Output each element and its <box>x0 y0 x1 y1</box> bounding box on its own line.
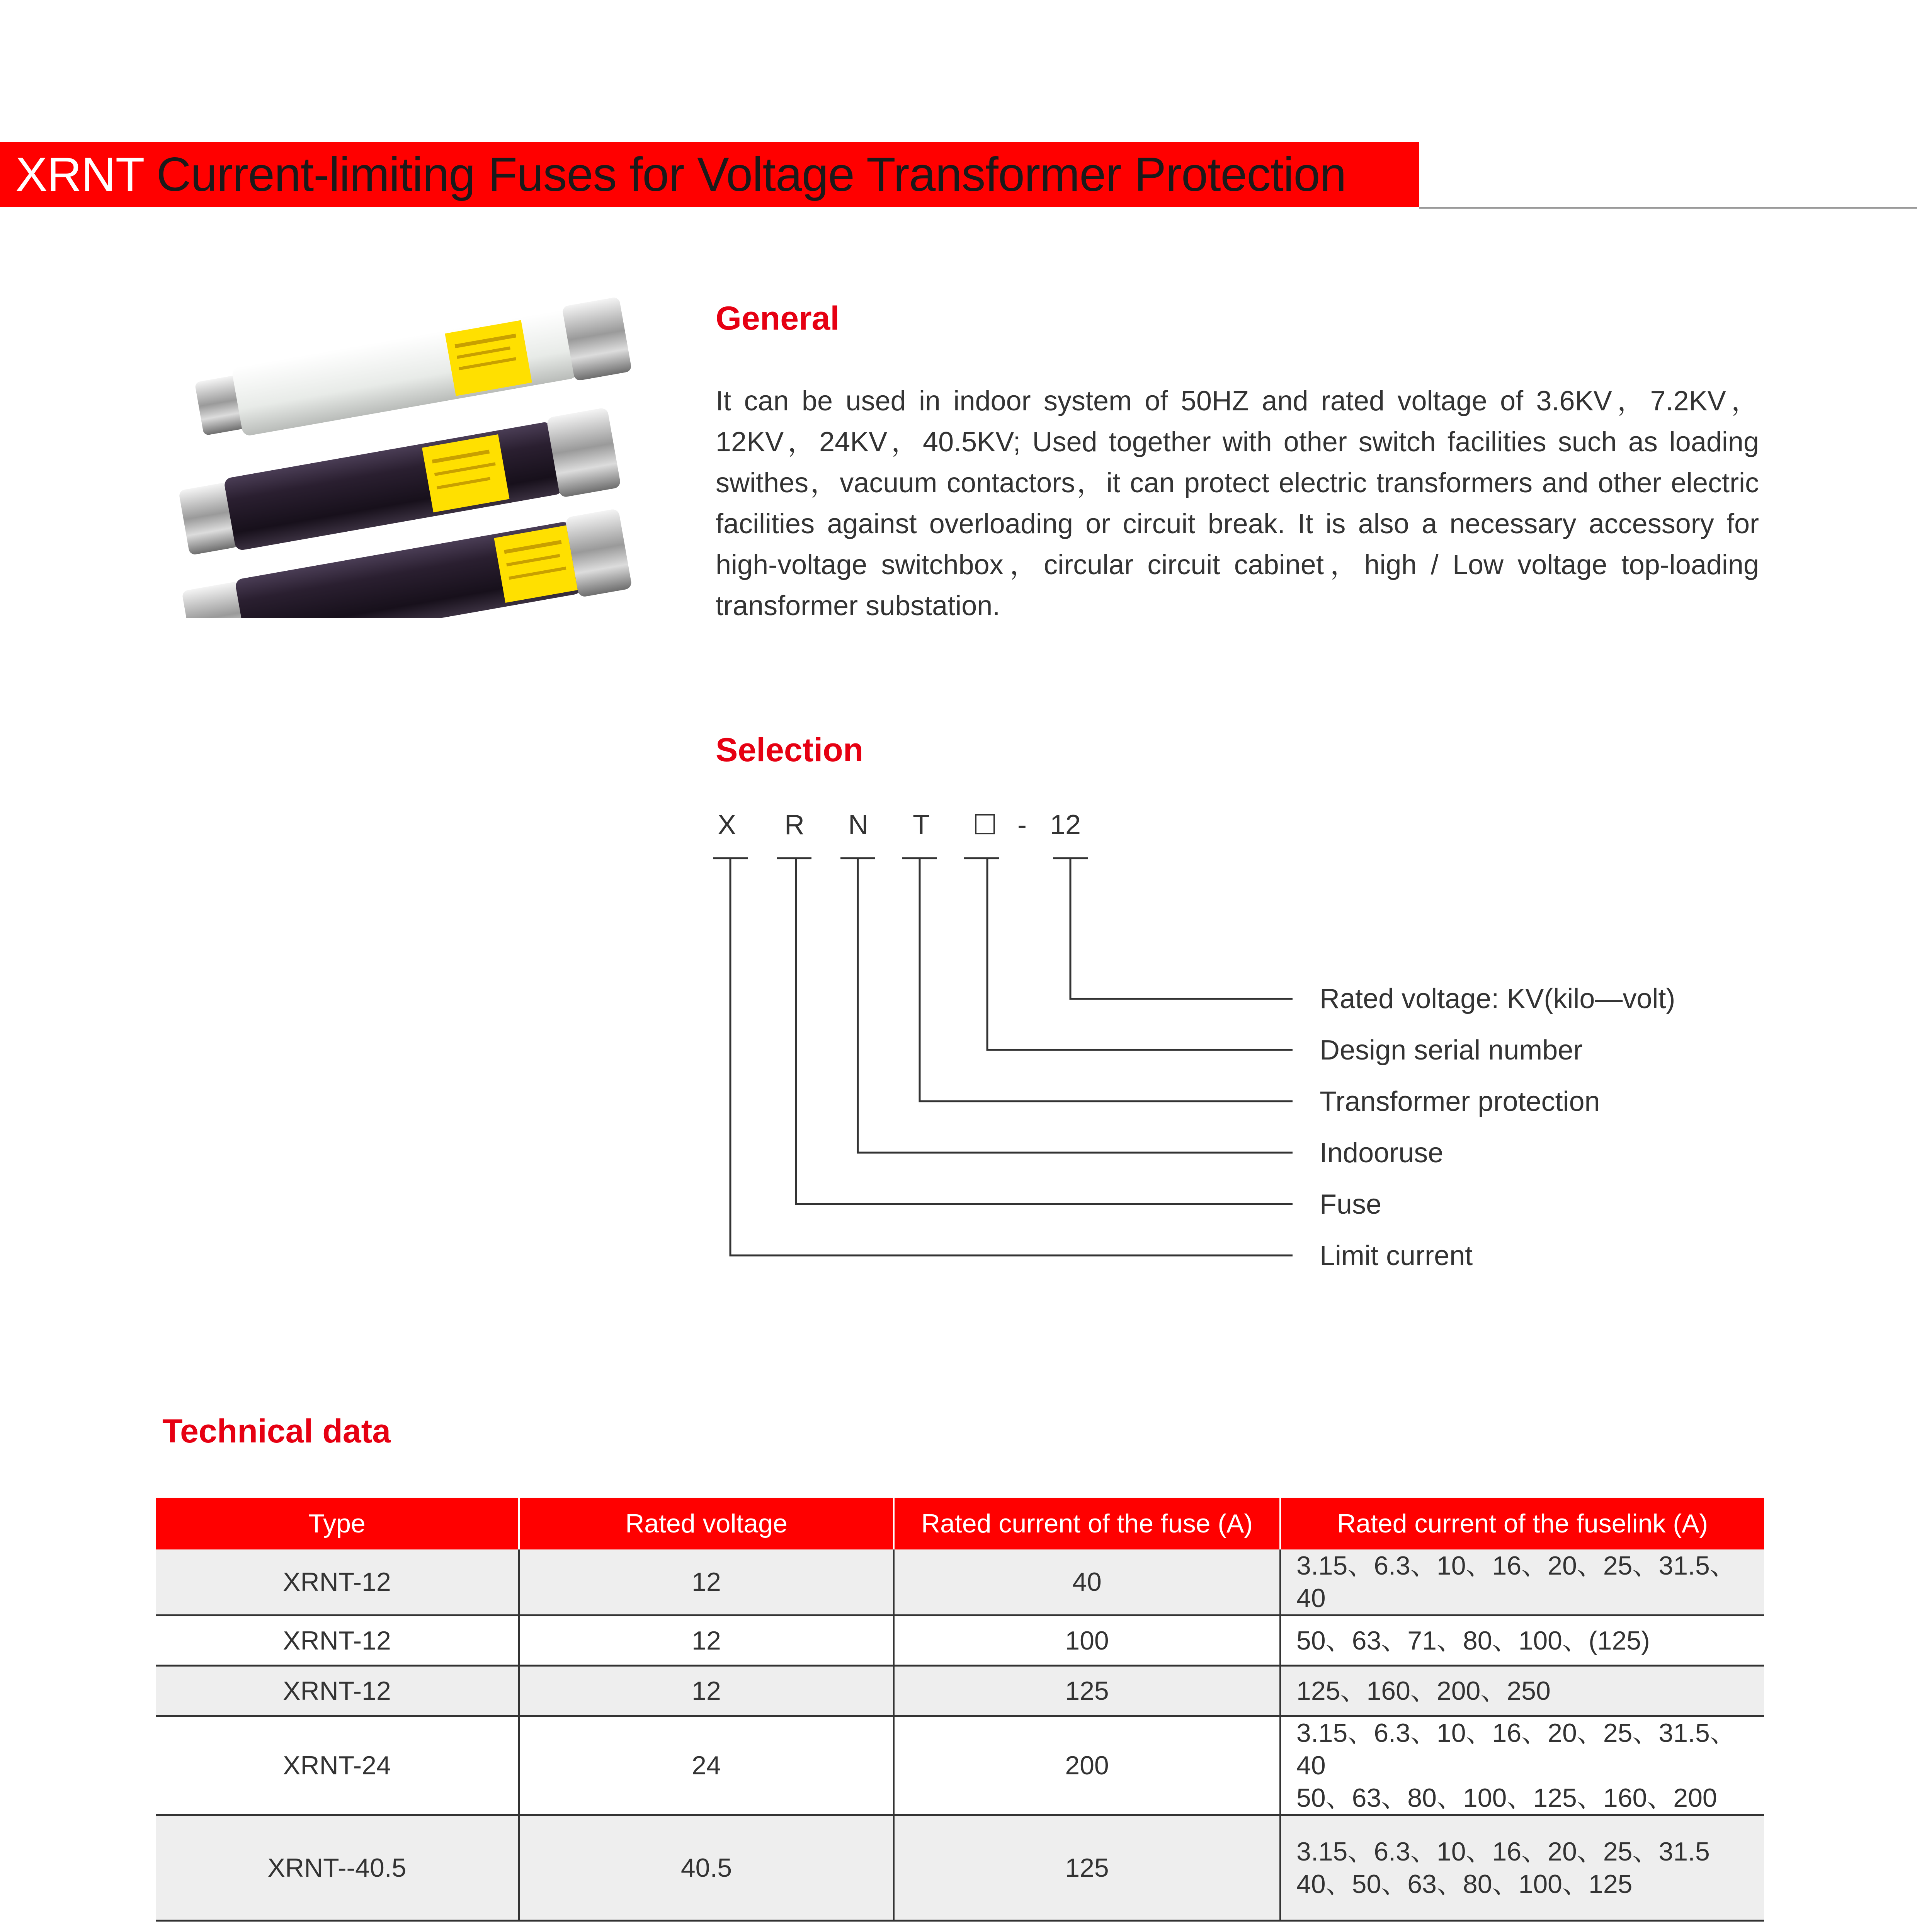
fuselink-current-line: 3.15、6.3、10、16、20、25、31.5、40 <box>1296 1718 1736 1780</box>
technical-data-table <box>156 1498 1764 1922</box>
cell-fuse-current: 40 <box>894 1549 1280 1616</box>
model-code-voltage: 12 <box>1050 810 1081 840</box>
cell-type: XRNT-24 <box>156 1716 519 1815</box>
model-code-r: R <box>784 810 805 840</box>
fuselink-current-line: 50、63、71、80、100、(125) <box>1296 1626 1650 1655</box>
cell-fuse-current: 125 <box>894 1815 1280 1921</box>
cell-voltage: 24 <box>519 1716 894 1815</box>
fuselink-current-line: 40、50、63、80、100、125 <box>1296 1869 1633 1899</box>
fuselink-current-line: 125、160、200、250 <box>1296 1676 1551 1706</box>
model-code-serial-box: ☐ <box>972 810 998 840</box>
model-code-x: X <box>717 810 737 840</box>
selection-label-transformer-protection: Transformer protection <box>1320 1086 1600 1117</box>
model-code-t: T <box>913 810 930 840</box>
leader-limit <box>730 858 1293 1255</box>
cell-voltage: 12 <box>519 1549 894 1616</box>
cell-fuselink-current <box>1280 1815 1764 1921</box>
cell-fuse-current: 200 <box>894 1716 1280 1815</box>
column-header-type: Type <box>156 1498 519 1549</box>
model-code-dash: - <box>1017 810 1027 840</box>
column-header-rated-voltage: Rated voltage <box>519 1498 894 1549</box>
table-row <box>156 1549 1764 1616</box>
cell-type: XRNT--40.5 <box>156 1815 519 1921</box>
column-header-fuselink-current: Rated current of the fuselink (A) <box>1280 1498 1764 1549</box>
cell-fuse-current: 100 <box>894 1616 1280 1666</box>
cell-voltage: 40.5 <box>519 1815 894 1921</box>
selection-label-design-serial: Design serial number <box>1320 1035 1583 1066</box>
selection-label-indoor-use: Indooruse <box>1320 1138 1444 1168</box>
cell-type: XRNT-12 <box>156 1549 519 1616</box>
cell-type: XRNT-12 <box>156 1666 519 1716</box>
fuselink-current-line: 3.15、6.3、10、16、20、25、31.5 <box>1296 1837 1710 1866</box>
selection-heading: Selection <box>716 731 864 769</box>
cell-voltage: 12 <box>519 1666 894 1716</box>
cell-fuselink-current <box>1280 1616 1764 1666</box>
table-row <box>156 1616 1764 1666</box>
selection-label-rated-voltage: Rated voltage: KV(kilo—volt) <box>1320 983 1675 1014</box>
leader-voltage <box>1070 858 1293 999</box>
cell-fuse-current: 125 <box>894 1666 1280 1716</box>
fuselink-current-line: 50、63、80、100、125、160、200 <box>1296 1783 1717 1813</box>
fuselink-current-line: 3.15、6.3、10、16、20、25、31.5、40 <box>1296 1551 1736 1613</box>
page-title-text: Current-limiting Fuses for Voltage Transformer Protection <box>156 148 1346 201</box>
cell-type: XRNT-12 <box>156 1616 519 1666</box>
general-description: It can be used in indoor system of 50HZ and rated voltage of 3.6KV，7.2KV，12KV，24KV，40.5KV; Used together with other switch facilities such as loading swithes，vacuum contactors，it can protect electric transformers and other electric facilities against overloading or circuit break. It is also a necessary accessory for high-voltage switchbox，circular circuit cabinet，high / Low voltage top-loading transformer substation. <box>716 386 1759 621</box>
page-title-code: XRNT <box>15 148 144 201</box>
model-code-n: N <box>848 810 868 840</box>
column-header-fuse-current: Rated current of the fuse (A) <box>894 1498 1280 1549</box>
leader-transformer <box>920 858 1293 1101</box>
cell-fuselink-current <box>1280 1549 1764 1616</box>
cell-fuselink-current <box>1280 1666 1764 1716</box>
selection-label-fuse: Fuse <box>1320 1189 1382 1220</box>
technical-heading: Technical data <box>162 1413 391 1450</box>
table-row <box>156 1815 1764 1921</box>
selection-label-limit-current: Limit current <box>1320 1240 1473 1271</box>
leader-indoor <box>858 858 1293 1153</box>
leader-serial <box>987 858 1293 1050</box>
general-heading: General <box>716 300 840 337</box>
cell-voltage: 12 <box>519 1616 894 1666</box>
table-row <box>156 1666 1764 1716</box>
table-header-row <box>156 1498 1764 1549</box>
table-row <box>156 1716 1764 1815</box>
cell-fuselink-current <box>1280 1716 1764 1815</box>
